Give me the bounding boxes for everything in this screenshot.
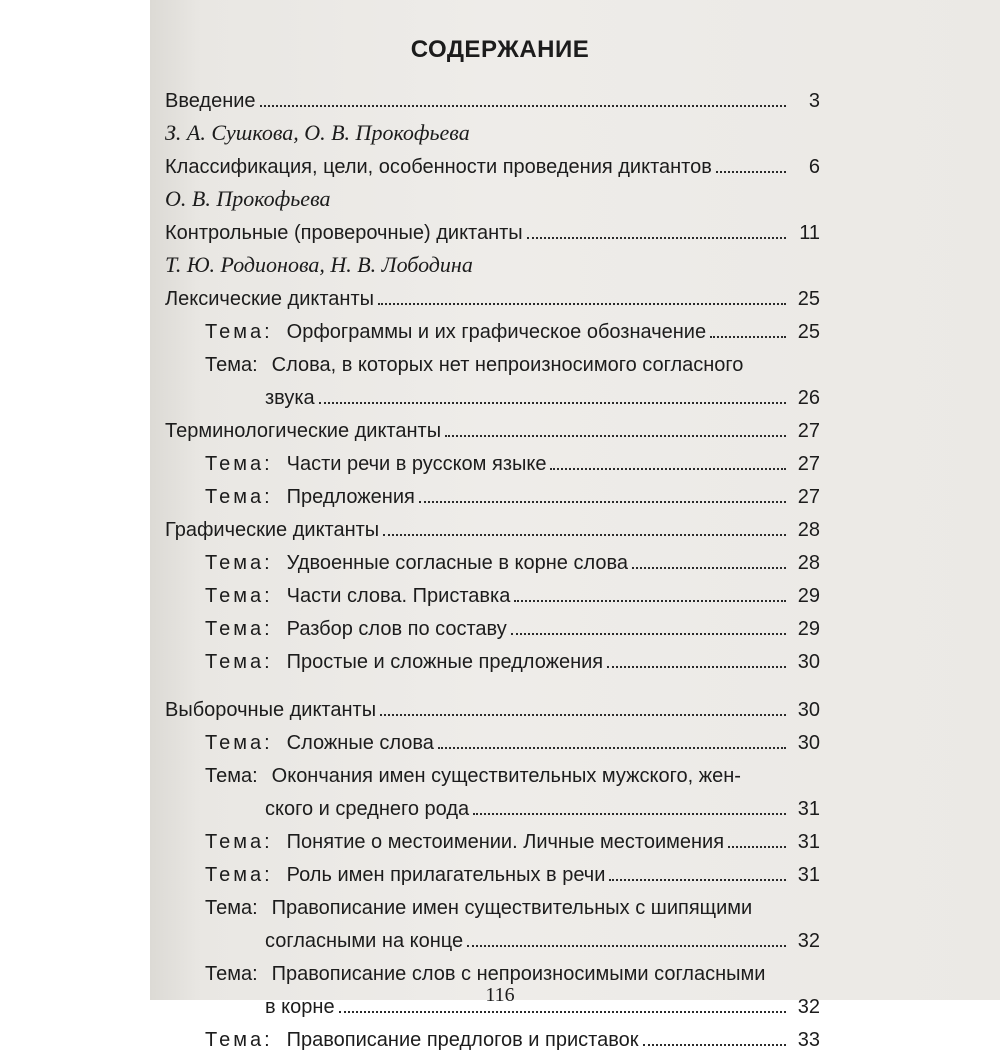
entry-page: 33: [797, 1029, 820, 1051]
entry-title: Графические диктанты: [165, 519, 380, 541]
toc-section-entry: [165, 410, 820, 443]
toc-topic-entry: [165, 608, 820, 641]
topic-label: Тема:: [205, 453, 273, 475]
toc-topic-entry: [165, 1019, 820, 1052]
topic-label: Тема:: [205, 765, 258, 787]
topic-label: Тема:: [205, 831, 273, 853]
toc-topic-entry: [165, 821, 820, 854]
entry-title: Слова, в которых нет непроизносимого согласного: [271, 354, 744, 376]
toc-topic-entry: [165, 443, 820, 476]
topic-label: Тема:: [205, 963, 258, 985]
topic-label: Тема:: [205, 321, 273, 343]
entry-title-cont: ского и среднего рода: [265, 798, 470, 820]
topic-label: Тема:: [205, 552, 273, 574]
dot-leader: [607, 666, 786, 668]
entry-title: Правописание слов с непроизносимыми согласными: [271, 963, 766, 985]
toc-section-entry: [165, 278, 820, 311]
toc-topic-entry: [165, 887, 820, 920]
toc-section-entry: [165, 212, 820, 245]
entry-title: Терминологические диктанты: [165, 420, 442, 442]
page-title: СОДЕРЖАНИЕ: [410, 36, 590, 63]
entry-title: Сложные слова: [286, 732, 434, 754]
toc-topic-entry: [165, 311, 820, 344]
entry-page: 31: [797, 864, 820, 886]
dot-leader: [632, 567, 786, 569]
entry-title-cont: согласными на конце: [265, 930, 464, 952]
toc-section-entry: [165, 80, 820, 113]
entry-page: 29: [797, 585, 820, 607]
dot-leader: [514, 600, 786, 602]
dot-leader: [419, 501, 786, 503]
entry-page: 27: [797, 486, 820, 508]
toc-author: З. А. Сушкова, О. В. Прокофьева: [165, 120, 470, 145]
entry-page: 6: [808, 156, 820, 178]
entry-title: Разбор слов по составу: [286, 618, 507, 640]
entry-page: 31: [797, 831, 820, 853]
toc-topic-entry: [165, 755, 820, 788]
entry-page: 32: [797, 930, 820, 952]
entry-page: 27: [797, 420, 820, 442]
toc-topic-continuation: [165, 920, 820, 953]
entry-title: Правописание предлогов и приставок: [286, 1029, 639, 1051]
dot-leader: [445, 435, 786, 437]
dot-leader: [380, 714, 786, 716]
entry-page: 32: [797, 996, 820, 1018]
entry-page: 11: [799, 222, 820, 244]
dot-leader: [609, 879, 786, 881]
entry-page: 25: [797, 321, 820, 343]
entry-title: Орфограммы и их графическое обозначение: [286, 321, 707, 343]
topic-label: Тема:: [205, 618, 273, 640]
dot-leader: [550, 468, 786, 470]
dot-leader: [716, 171, 786, 173]
entry-title: Понятие о местоимении. Личные местоимения: [286, 831, 725, 853]
entry-title: Лексические диктанты: [165, 288, 374, 310]
toc-topic-entry: [165, 542, 820, 575]
entry-title: Части слова. Приставка: [286, 585, 511, 607]
dot-leader: [511, 633, 786, 635]
table-of-contents: [165, 80, 820, 1052]
dot-leader: [339, 1011, 786, 1013]
entry-title: Контрольные (проверочные) диктанты: [165, 222, 523, 244]
entry-page: 25: [797, 288, 820, 310]
dot-leader: [467, 945, 786, 947]
entry-title: Простые и сложные предложения: [286, 651, 604, 673]
toc-author: Т. Ю. Родионова, Н. В. Лободина: [165, 252, 473, 277]
dot-leader: [710, 336, 786, 338]
toc-section-entry: [165, 674, 820, 722]
topic-label: Тема:: [205, 486, 273, 508]
dot-leader: [473, 813, 786, 815]
toc-topic-entry: [165, 641, 820, 674]
dot-leader: [438, 747, 786, 749]
entry-title: Роль имен прилагательных в речи: [286, 864, 606, 886]
toc-topic-entry: [165, 722, 820, 755]
dot-leader: [319, 402, 786, 404]
topic-label: Тема:: [205, 585, 273, 607]
topic-label: Тема:: [205, 651, 273, 673]
entry-page: 30: [797, 699, 820, 721]
entry-page: 30: [797, 651, 820, 673]
toc-author: О. В. Прокофьева: [165, 186, 331, 211]
entry-title: Окончания имен существительных мужского, жен-: [271, 765, 741, 787]
entry-page: 30: [797, 732, 820, 754]
entry-title: Выборочные диктанты: [165, 699, 377, 721]
entry-title: Введение: [165, 90, 256, 112]
entry-page: 28: [797, 519, 820, 541]
toc-topic-entry: [165, 575, 820, 608]
toc-topic-entry: [165, 953, 820, 986]
entry-page: 3: [808, 90, 820, 112]
dot-leader: [378, 303, 786, 305]
entry-page: 29: [797, 618, 820, 640]
topic-label: Тема:: [205, 897, 258, 919]
toc-topic-entry: [165, 854, 820, 887]
entry-page: 26: [797, 387, 820, 409]
toc-topic-continuation: [165, 377, 820, 410]
entry-page: 28: [797, 552, 820, 574]
topic-label: Тема:: [205, 732, 273, 754]
topic-label: Тема:: [205, 1029, 273, 1051]
toc-topic-continuation: [165, 788, 820, 821]
entry-title: Классификация, цели, особенности проведения диктантов: [165, 156, 712, 178]
toc-section-entry: [165, 146, 820, 179]
dot-leader: [728, 846, 786, 848]
entry-title: Удвоенные согласные в корне слова: [286, 552, 629, 574]
entry-page: 31: [797, 798, 820, 820]
topic-label: Тема:: [205, 354, 258, 376]
entry-page: 27: [797, 453, 820, 475]
toc-topic-entry: [165, 344, 820, 377]
dot-leader: [643, 1044, 787, 1046]
entry-title: Части речи в русском языке: [286, 453, 547, 475]
dot-leader: [260, 105, 786, 107]
toc-section-entry: [165, 509, 820, 542]
entry-title: Правописание имен существительных с шипящими: [271, 897, 753, 919]
dot-leader: [527, 237, 786, 239]
page-number: 116: [485, 984, 515, 1006]
dot-leader: [383, 534, 786, 536]
toc-topic-entry: [165, 476, 820, 509]
entry-title-cont: в корне: [265, 996, 335, 1018]
bleed-through-text: [800, 40, 1000, 740]
entry-title-cont: звука: [265, 387, 315, 409]
topic-label: Тема:: [205, 864, 273, 886]
entry-title: Предложения: [286, 486, 415, 508]
